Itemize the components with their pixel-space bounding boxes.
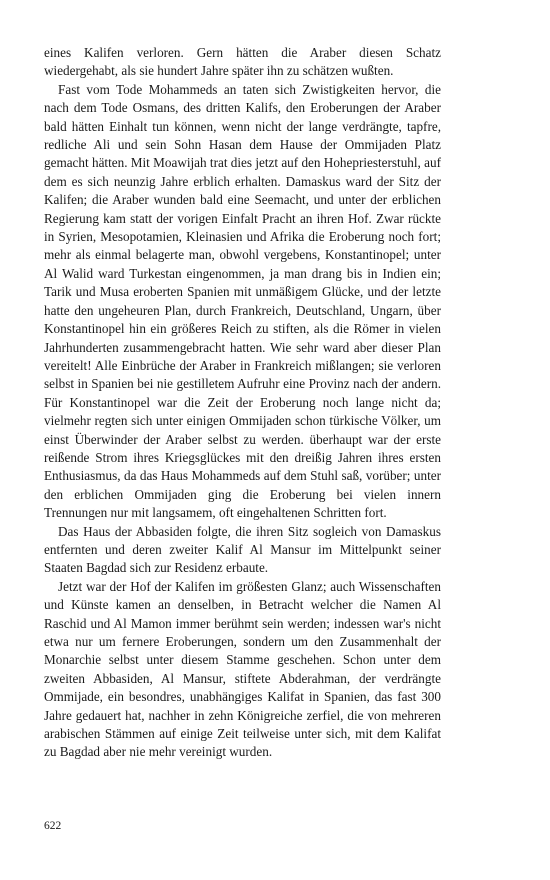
paragraph-4: Jetzt war der Hof der Kalifen im größesten Glanz; auch Wissenschaften und Künste kamen an denselben, in Betracht welcher die Namen Al Raschid und Al Mamon immer berühmt sein werden; indessen war's nicht etwa nur um fernere Eroberungen, sondern um den Zusammenhalt der Monarchie selbst unter diesem Stamme geschehen. Schon unter dem zweiten Abbasiden, Al Mansur, stiftete Abderahman, der verdrängte Ommijade, ein besondres, unabhängiges Kalifat in Spanien, das fast 300 Jahre gedauert hat, nachher in zehn Königreiche zerfiel, die von mehreren arabischen Stämmen auf einige Zeit teilweise unter sich, mit dem Kalifat zu Bagdad aber nie mehr vereinigt wurden. [44, 578, 441, 760]
paragraph-1: eines Kalifen verloren. Gern hätten die Araber diesen Schatz wiedergehabt, als sie hundert Jahre später ihn zu schätzen wußten. [44, 45, 441, 79]
page-body [44, 44, 441, 762]
paragraph-2: Fast vom Tode Mohammeds an taten sich Zwistigkeiten hervor, die nach dem Tode Osmans, des dritten Kalifs, den Eroberungen der Araber bald hätten Einhalt tun können, wenn nicht der lange verdrängte, tapfre, redliche Ali und sein Sohn Hasan dem Hause der Ommijaden Platz gemacht hätten. Mit Moawijah trat dies jetzt auf den Hohepriesterstuhl, auf dem es sich neunzig Jahre erblich erhalten. Damaskus ward der Sitz der Kalifen; die Araber wunden bald eine Seemacht, und unter der erblichen Regierung kam statt der vorigen Einfalt Pracht an ihren Hof. Zwar rückte in Syrien, Mesopotamien, Kleinasien und Afrika die Eroberung noch fort; mehr als einmal belagerte man, obwohl vergebens, Konstantinopel; unter Al Walid ward Turkestan eingenommen, ja man drang bis in Indien ein; Tarik und Musa eroberten Spanien mit unmäßigem Glücke, und der letzte hatte den ungeheuren Plan, durch Frankreich, Deutschland, Ungarn, über Konstantinopel hin ein größeres Reich zu stiften, als die Römer in vielen Jahrhunderten zusammengebracht hatten. Wie sehr ward aber dieser Plan vereitelt! Alle Einbrüche der Araber in Frankreich mißlangen; sie verloren selbst in Spanien bei nie gestilletem Aufruhr eine Provinz nach der andern. Für Konstantinopel war die Zeit der Eroberung noch lange nicht da; vielmehr regten sich unter einigen Ommijaden schon türkische Völker, um einst Überwinder der Araber selbst zu werden. überhaupt war der erste reißende Strom ihres Kriegsglückes mit den dreißig Jahren ihres ersten Enthusiasmus, da das Haus Mohammeds auf dem Stuhl saß, vorüber; unter den erblichen Ommijaden ging die Eroberung bei vielen innern Trennungen nur mit langsamem, oft eingehaltenen Schritten fort. [44, 81, 441, 521]
paragraph-3: Das Haus der Abbasiden folgte, die ihren Sitz sogleich von Damaskus entfernten und deren zweiter Kalif Al Mansur im Mittelpunkt seiner Staaten Bagdad sich zur Residenz erbaute. [44, 523, 441, 576]
page-number: 622 [44, 820, 62, 832]
